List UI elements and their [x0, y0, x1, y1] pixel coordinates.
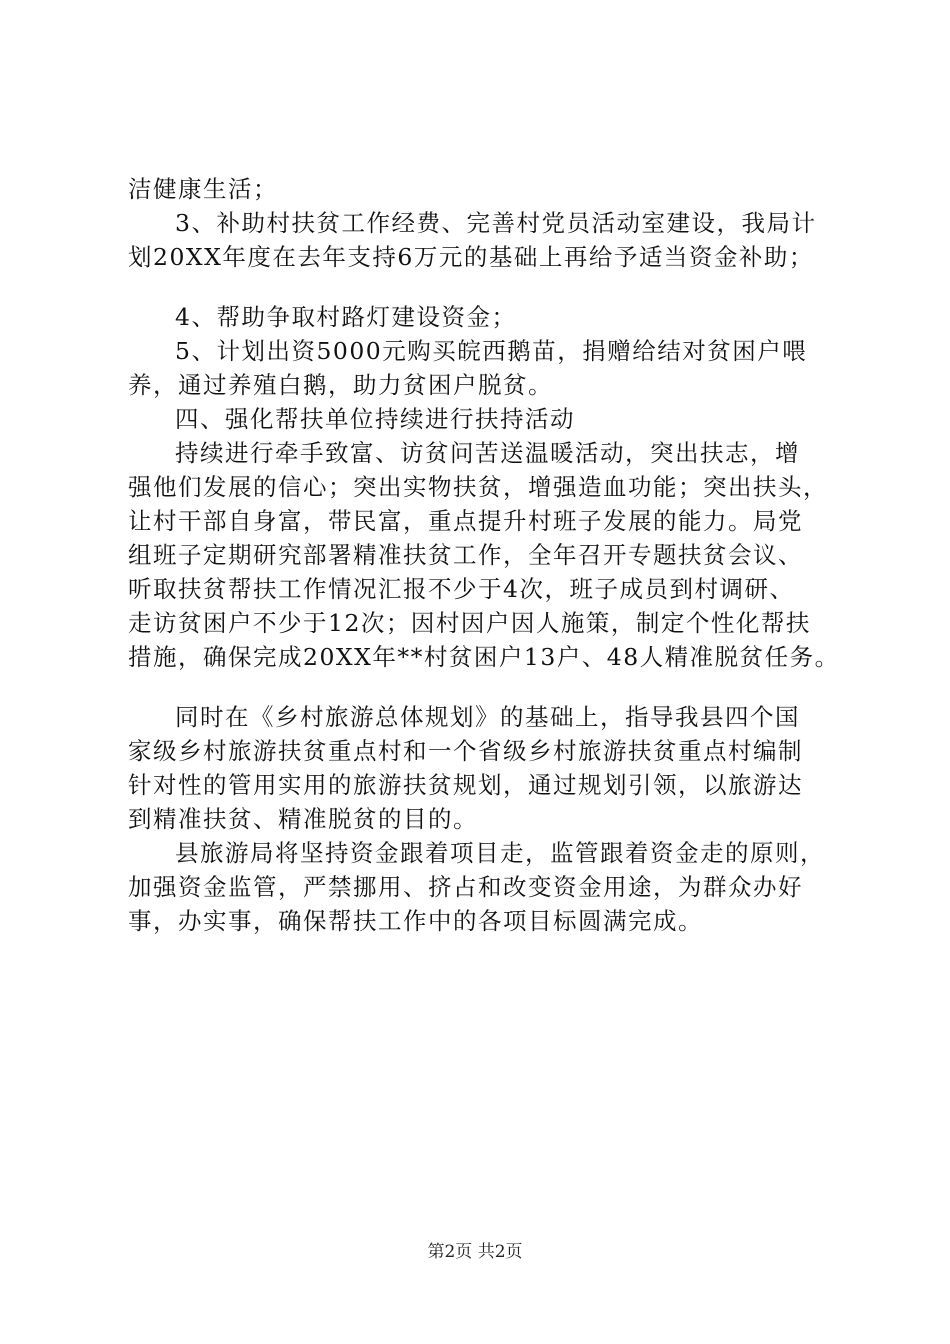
text-line: 同时在《乡村旅游总体规划》的基础上，指导我县四个国: [175, 703, 800, 731]
text-line: 事，办实事，确保帮扶工作中的各项目标圆满完成。: [128, 907, 703, 935]
page-number: 第2页 共2页: [427, 1242, 523, 1262]
text-line: 听取扶贫帮扶工作情况汇报不少于4次，班子成员到村调研、: [128, 575, 795, 603]
document-body: [128, 172, 840, 938]
text-line: 组班子定期研究部署精准扶贫工作，全年召开专题扶贫会议、: [128, 541, 803, 569]
paragraph-gap: [128, 674, 840, 700]
paragraph-gap: [128, 274, 840, 300]
text-line: 划20XX年度在去年支持6万元的基础上再给予适当资金补助；: [128, 243, 814, 271]
text-line: 让村干部自身富，带民富，重点提升村班子发展的能力。局党: [128, 507, 803, 535]
text-line: 5、计划出资5000元购买皖西鹅苗，捐赠给结对贫困户喂: [175, 337, 808, 365]
text-line: 洁健康生活；: [128, 175, 278, 203]
text-line: 养，通过养殖白鹅，助力贫困户脱贫。: [128, 371, 553, 399]
text-line: 家级乡村旅游扶贫重点村和一个省级乡村旅游扶贫重点村编制: [128, 737, 803, 765]
text-line: 措施，确保完成20XX年**村贫困户13户、48人精准脱贫任务。: [128, 643, 840, 671]
text-line: 走访贫困户不少于12次；因村因户因人施策，制定个性化帮扶: [128, 609, 811, 637]
text-line: 持续进行牵手致富、访贫问苦送温暖活动，突出扶志，增: [175, 439, 800, 467]
text-line: 县旅游局将坚持资金跟着项目走，监管跟着资金走的原则，: [175, 839, 825, 867]
text-line: 强他们发展的信心；突出实物扶贫，增强造血功能；突出扶头，: [128, 473, 828, 501]
section-heading: 四、强化帮扶单位持续进行扶持活动: [175, 405, 575, 433]
text-line: 加强资金监管，严禁挪用、挤占和改变资金用途，为群众办好: [128, 873, 803, 901]
text-line: 到精准扶贫、精准脱贫的目的。: [128, 805, 478, 833]
text-line: 3、补助村扶贫工作经费、完善村党员活动室建设，我局计: [175, 209, 817, 237]
text-line: 4、帮助争取村路灯建设资金；: [175, 303, 517, 331]
text-line: 针对性的管用实用的旅游扶贫规划，通过规划引领，以旅游达: [128, 771, 803, 799]
